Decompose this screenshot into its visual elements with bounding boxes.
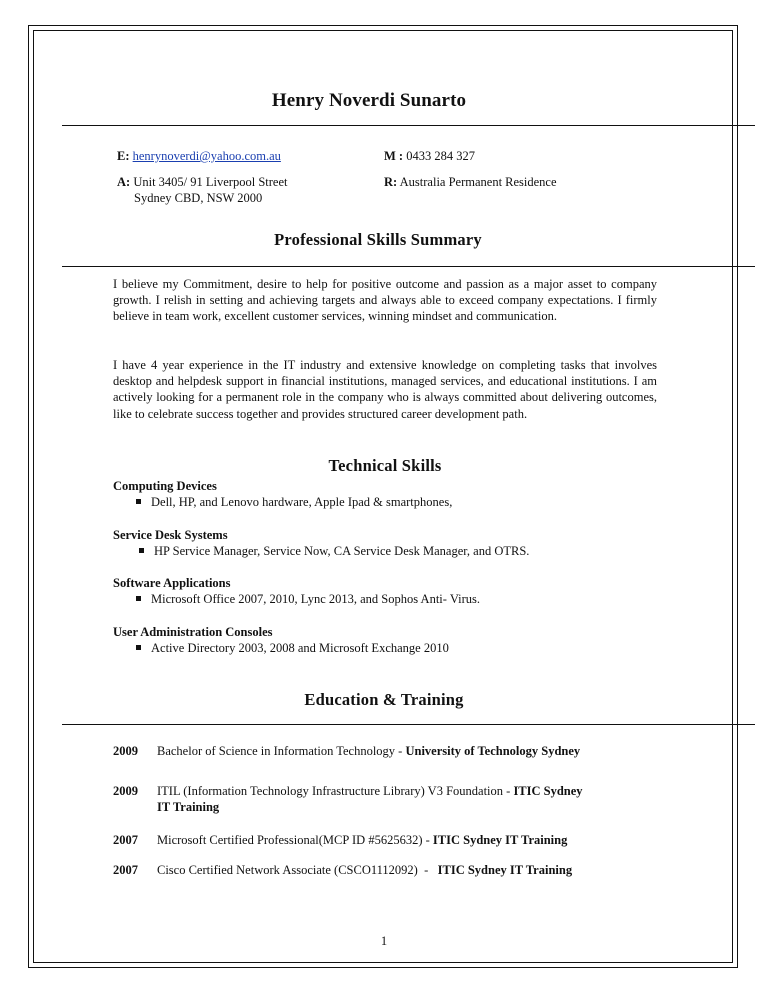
education-course: ITIL (Information Technology Infrastructure Library) V3 Foundation - — [157, 784, 514, 798]
summary-paragraph-2: I have 4 year experience in the IT industry and extensive knowledge on completing tasks that involves desktop and helpdesk support in financial institutions, managed services, and educational institutions. I am actively looking for a permanent role in the company who is always committed about delivering outcomes, like to celebrate success together and provides structured career development path. — [113, 358, 657, 421]
address-line2: Sydney CBD, NSW 2000 — [134, 191, 263, 205]
contact-email-row — [117, 149, 281, 164]
education-divider — [62, 724, 755, 725]
contact-mobile-row — [384, 149, 475, 164]
list-item: Active Directory 2003, 2008 and Microsoft Exchange 2010 — [136, 641, 449, 656]
education-year: 2007 — [113, 863, 138, 877]
header-divider — [62, 125, 755, 126]
mobile-label: M : — [384, 149, 404, 163]
education-entry — [113, 833, 567, 848]
summary-divider — [62, 266, 755, 267]
resume-name: Henry Noverdi Sunarto — [271, 90, 467, 111]
address-line1: Unit 3405/ 91 Liverpool Street — [133, 175, 288, 189]
education-course: Microsoft Certified Professional(MCP ID #5625632) - — [157, 833, 433, 847]
contact-address-row — [117, 175, 287, 190]
education-year: 2009 — [113, 784, 138, 798]
bullet-square-icon — [136, 499, 141, 504]
education-institution: ITIC Sydney — [513, 784, 583, 798]
education-entry — [113, 863, 572, 878]
education-entry — [113, 784, 583, 799]
list-item: Dell, HP, and Lenovo hardware, Apple Ipad & smartphones, — [136, 495, 452, 510]
contact-residence-row — [384, 175, 557, 190]
mobile-number: 0433 284 327 — [406, 149, 475, 163]
category-user-admin: User Administration Consoles — [113, 625, 273, 639]
education-entry — [113, 744, 580, 759]
list-item: HP Service Manager, Service Now, CA Service Desk Manager, and OTRS. — [139, 544, 529, 559]
residence-label: R: — [384, 175, 398, 189]
email-link[interactable]: henrynoverdi@yahoo.com.au — [132, 149, 281, 163]
category-service-desk: Service Desk Systems — [113, 528, 228, 542]
bullet-square-icon — [139, 548, 144, 553]
bullet-square-icon — [136, 645, 141, 650]
education-course: Cisco Certified Network Associate (CSCO1112092) - — [157, 863, 438, 877]
list-item: Microsoft Office 2007, 2010, Lync 2013, and Sophos Anti- Virus. — [136, 592, 480, 607]
technical-title: Technical Skills — [328, 456, 442, 475]
education-year: 2009 — [113, 744, 138, 758]
category-computing-devices: Computing Devices — [113, 479, 217, 493]
category-software-applications: Software Applications — [113, 576, 231, 590]
education-title: Education & Training — [304, 690, 464, 709]
residence-status: Australia Permanent Residence — [399, 175, 557, 189]
education-institution-cont: IT Training — [157, 800, 220, 814]
education-institution: ITIC Sydney IT Training — [432, 833, 568, 847]
summary-paragraph-1: I believe my Commitment, desire to help for positive outcome and passion as a major asset to company growth. I relish in setting and achieving targets and always able to exceed company expectations. I firmly believe in team work, excellent customer services, winning mindset and communication. — [113, 277, 657, 324]
education-year: 2007 — [113, 833, 138, 847]
summary-title: Professional Skills Summary — [274, 230, 482, 249]
education-institution: University of Technology Sydney — [405, 744, 581, 758]
email-label: E: — [117, 149, 130, 163]
education-institution: ITIC Sydney IT Training — [437, 863, 573, 877]
page-number: 1 — [380, 934, 388, 948]
address-label: A: — [117, 175, 131, 189]
education-course: Bachelor of Science in Information Technology - — [157, 744, 406, 758]
bullet-square-icon — [136, 596, 141, 601]
